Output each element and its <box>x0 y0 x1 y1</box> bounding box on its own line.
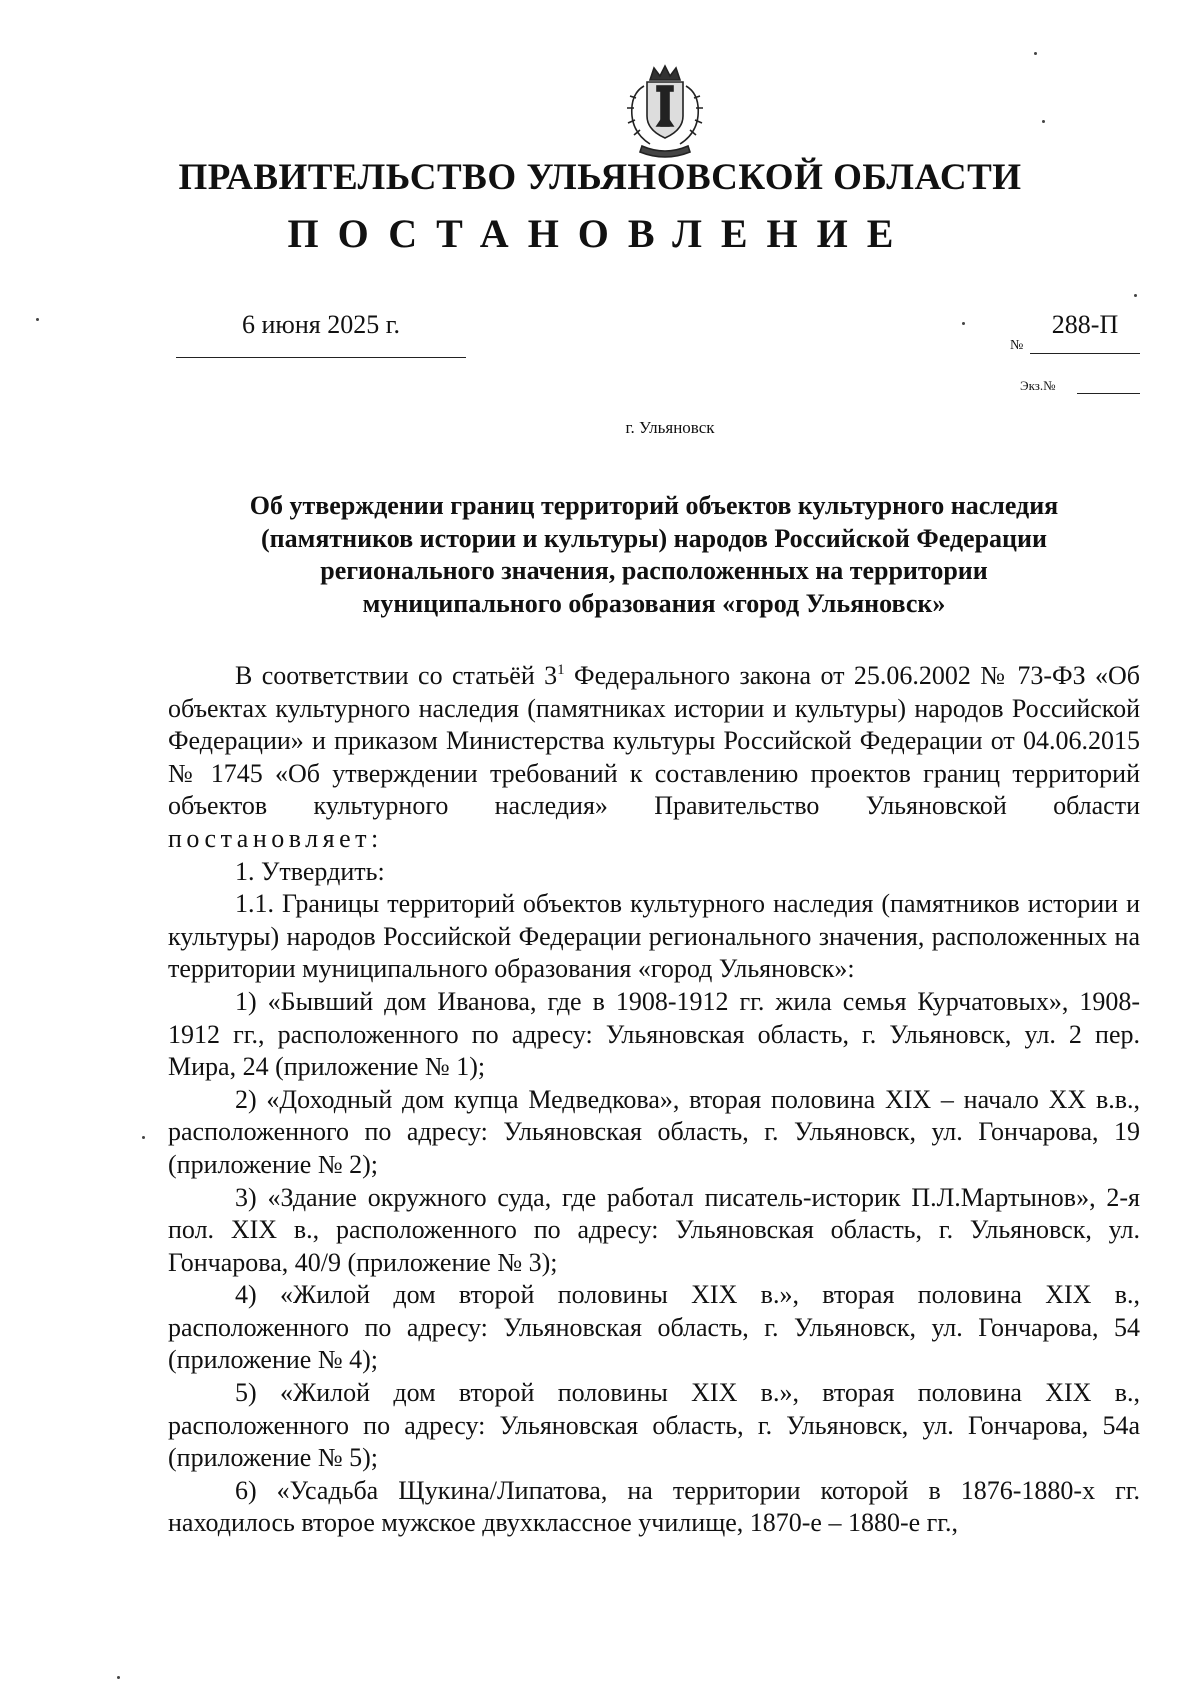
city-name: г. Ульяновск <box>625 418 715 437</box>
article-superscript: 1 <box>557 662 565 678</box>
subject-line: (памятников истории и культуры) народов Российской Федерации <box>261 523 1047 553</box>
copy-label: Экз.№ <box>1020 378 1056 393</box>
number-label: № <box>1010 338 1024 353</box>
clause-1-1: 1.1. Границы территорий объектов культурного наследия (памятников истории и культуры) народов Российской Федерации регионального значения, расположенных на территории муниципального образования «город Ульяновск»: <box>168 889 1140 984</box>
preamble-paragraph <box>168 660 1140 856</box>
organization-title: ПРАВИТЕЛЬСТВО УЛЬЯНОВСКОЙ ОБЛАСТИ <box>178 157 1022 198</box>
list-item: 3) «Здание окружного суда, где работал писатель-историк П.Л.Мартынов», 2-я пол. XIX в., расположенного по адресу: Ульяновская область, г. Ульяновск, ул. Гончарова, 40/9 (приложение № 3); <box>168 1182 1140 1277</box>
number-underline <box>1030 353 1140 354</box>
clause-1: 1. Утвердить: <box>235 856 385 886</box>
copy-underline <box>1077 393 1140 394</box>
list-item: 1) «Бывший дом Иванова, где в 1908-1912 гг. жила семья Курчатовых», 1908-1912 гг., расположенного по адресу: Ульяновская область, г. Ульяновск, ул. 2 пер. Мира, 24 (приложение № 1); <box>168 986 1140 1082</box>
preamble-start: В соответствии со статьёй 3 <box>235 661 558 690</box>
subject-line: Об утверждении границ территорий объектов культурного наследия <box>249 491 1059 520</box>
document-type-title: ПОСТАНОВЛЕНИЕ <box>287 211 913 256</box>
scan-speck <box>1034 52 1037 55</box>
scan-speck <box>36 318 39 321</box>
list-item: 4) «Жилой дом второй половины XIX в.», вторая половина XIX в., расположенного по адресу: Ульяновская область, г. Ульяновск, ул. Гончарова, 54 (приложение № 4); <box>168 1280 1140 1375</box>
document-subject <box>168 490 1140 620</box>
document-date: 6 июня 2025 г. <box>242 310 400 339</box>
date-underline <box>176 357 466 358</box>
list-item: 2) «Доходный дом купца Медведкова», вторая половина XIX – начало XX в.в., расположенного по адресу: Ульяновская область, г. Ульяновск, ул. Гончарова, 19 (приложение № 2); <box>168 1084 1140 1179</box>
document-body <box>168 660 1140 1540</box>
scan-speck <box>1042 120 1045 123</box>
list-item: 6) «Усадьба Щукина/Липатова, на территории которой в 1876-1880-х гг. находилось второе мужское двухклассное училище, 1870-е – 1880-е гг., <box>168 1475 1140 1538</box>
scan-speck <box>1134 294 1137 297</box>
resolution-verb: постановляет: <box>168 823 383 853</box>
preamble-rest: Федерального закона от 25.06.2002 № 73-ФЗ «Об объектах культурного наследия (памятниках истории и культуры) народов Российской Федерации» и приказом Министерства культуры Российской Федерации от 04.06.2015 № 1745 «Об утверждении требований к составлению проектов границ территорий объектов культурного наследия» Правительство Ульяновской области <box>168 661 1141 821</box>
subject-line: муниципального образования «город Ульяновск» <box>362 588 946 618</box>
scan-speck <box>142 1136 145 1139</box>
scan-speck <box>962 322 965 325</box>
list-item: 5) «Жилой дом второй половины XIX в.», вторая половина XIX в., расположенного по адресу: Ульяновская область, г. Ульяновск, ул. Гончарова, 54а (приложение № 5); <box>168 1378 1140 1473</box>
coat-of-arms-emblem <box>620 64 710 160</box>
document-number: 288-П <box>1051 310 1119 339</box>
scan-speck <box>117 1676 120 1679</box>
subject-line: регионального значения, расположенных на территории <box>320 556 988 585</box>
